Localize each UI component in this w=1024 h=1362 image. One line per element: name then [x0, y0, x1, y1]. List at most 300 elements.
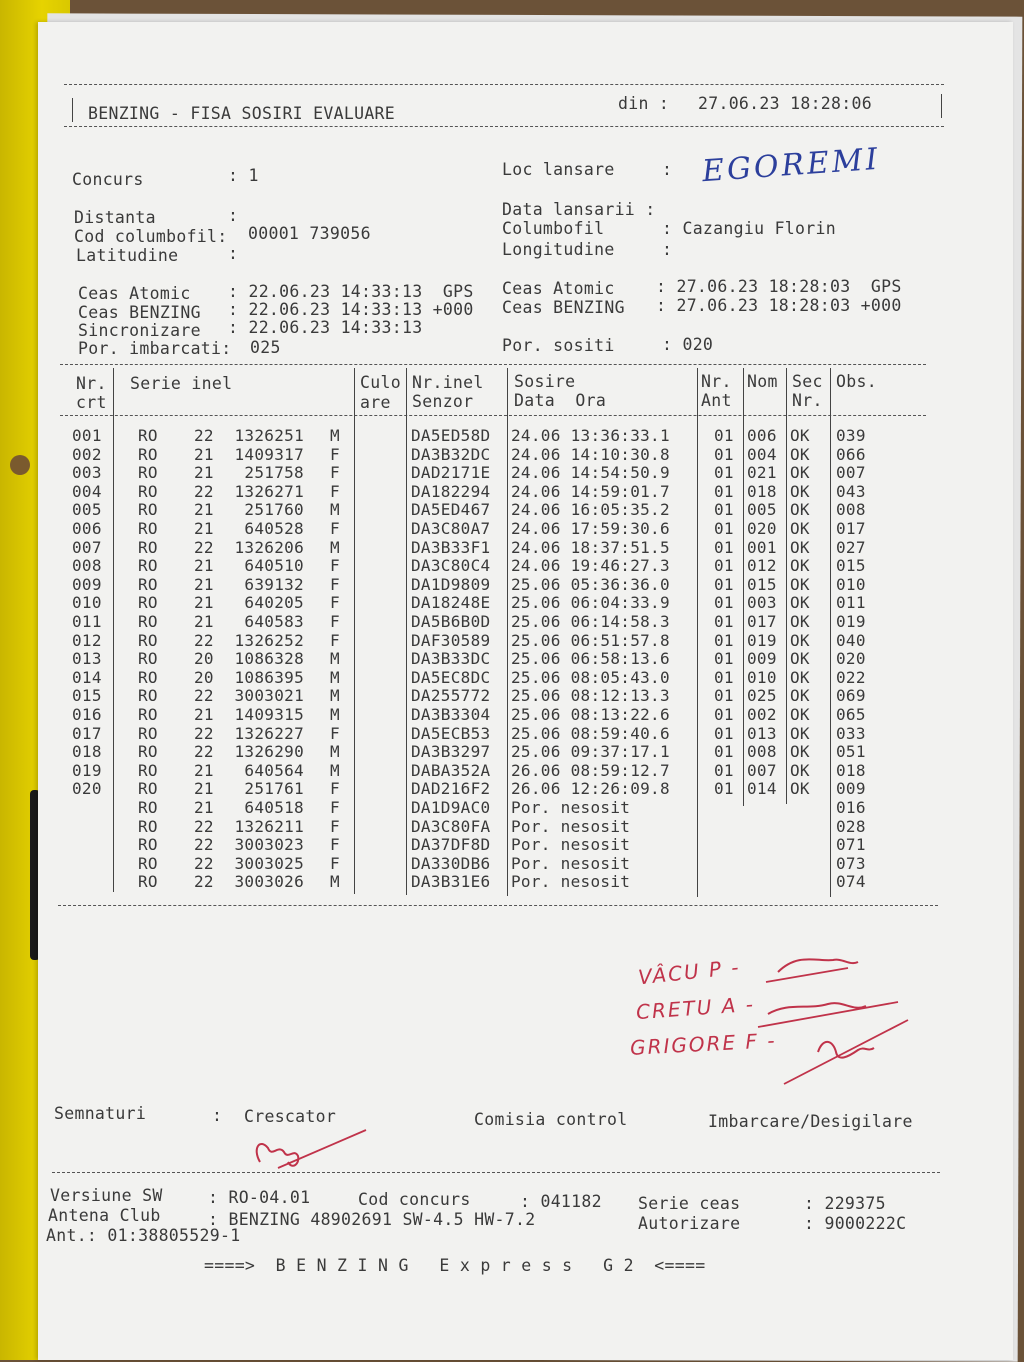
cell-senzor: DA182294 [411, 481, 491, 501]
cell-sex: F [330, 798, 340, 817]
cell-ring: 3003023 [234, 835, 304, 855]
cell-country: RO [138, 593, 158, 613]
cell-sec: OK [790, 630, 810, 650]
cell-sex: F [330, 556, 340, 576]
ceas-atomic-start-label: Ceas Atomic [78, 284, 191, 303]
header-right-bar [941, 94, 942, 118]
cell-sosire: 26.06 12:26:09.8 [511, 779, 670, 799]
cell-ant: 01 [714, 742, 734, 762]
cell-sec: OK [790, 574, 810, 594]
cell-nr: 003 [72, 463, 102, 483]
cell-nr: 008 [72, 556, 102, 576]
cell-country: RO [138, 853, 158, 873]
autorizare-label: Autorizare [638, 1214, 741, 1233]
cell-sosire: 24.06 14:10:30.8 [511, 444, 670, 464]
cell-sex: F [330, 779, 340, 799]
handwritten-release-location: EGOREMI [700, 141, 882, 190]
cell-ant: 01 [714, 426, 734, 445]
cell-country: RO [138, 500, 158, 520]
cell-nr: 001 [72, 426, 102, 445]
cell-sec: OK [790, 481, 810, 501]
cell-ant: 01 [714, 723, 734, 743]
cell-year: 21 [194, 444, 214, 464]
cell-ant: 01 [714, 519, 734, 538]
cell-sosire: Por. nesosit [511, 798, 631, 817]
cell-senzor: DA5EC8DC [411, 667, 491, 687]
cell-ant: 01 [714, 463, 734, 483]
table-row [38, 445, 938, 463]
cell-obs: 020 [836, 649, 866, 669]
cell-nom: 005 [747, 500, 777, 520]
cell-nom: 002 [747, 705, 777, 724]
crescator-label: Crescator [244, 1107, 337, 1126]
cell-year: 21 [194, 593, 214, 613]
cell-ring: 1326206 [234, 537, 304, 557]
cell-sosire: 26.06 08:59:12.7 [511, 760, 670, 780]
cell-obs: 065 [836, 705, 866, 724]
cell-obs: 022 [836, 667, 866, 687]
cell-country: RO [138, 686, 158, 706]
table-row [38, 872, 938, 890]
cell-sec: OK [790, 519, 810, 538]
cell-sec: OK [790, 537, 810, 557]
th-culoare-2: are [360, 393, 391, 412]
cell-nom: 008 [747, 742, 777, 762]
table-row [38, 631, 938, 649]
cell-sosire: Por. nesosit [511, 872, 631, 892]
cell-nr: 009 [72, 574, 102, 594]
serie-ceas-label: Serie ceas [638, 1194, 741, 1213]
th-nrinel: Nr.inel [412, 373, 484, 392]
latitudine-colon: : [228, 244, 239, 263]
table-row [38, 593, 938, 611]
cell-nr: 006 [72, 519, 102, 538]
cell-ring: 1326290 [234, 742, 304, 762]
cell-year: 21 [194, 798, 214, 817]
cell-sec: OK [790, 723, 810, 743]
cod-concurs-value: : 041182 [520, 1192, 602, 1211]
cell-nom: 013 [747, 723, 777, 743]
th-senzor: Senzor [412, 392, 474, 411]
table-header-rule [60, 415, 926, 416]
ceas-atomic-end-label: Ceas Atomic [502, 279, 615, 298]
cell-country: RO [138, 556, 158, 576]
table-row [38, 835, 938, 853]
cell-country: RO [138, 426, 158, 445]
cell-sex: M [330, 872, 340, 892]
cell-obs: 010 [836, 574, 866, 594]
cell-sex: F [330, 612, 340, 631]
th-serie-inel: Serie inel [130, 374, 233, 393]
cell-ant: 01 [714, 612, 734, 631]
cell-ring: 1326252 [234, 630, 304, 650]
cell-year: 22 [194, 853, 214, 873]
cod-concurs-label: Cod concurs [358, 1190, 471, 1209]
cell-sex: M [330, 667, 340, 687]
cell-country: RO [138, 574, 158, 594]
antena-club-value: : BENZING 48902691 SW-4.5 HW-7.2 [208, 1210, 536, 1229]
por-imbarcati-label: Por. imbarcati: [78, 339, 232, 358]
cell-ant: 01 [714, 500, 734, 520]
cell-obs: 027 [836, 537, 866, 557]
versiune-sw-label: Versiune SW [50, 1186, 163, 1205]
cell-nr: 019 [72, 760, 102, 780]
header-left-bar [72, 98, 73, 122]
cell-sec: OK [790, 612, 810, 631]
cell-year: 22 [194, 686, 214, 706]
cell-sosire: 25.06 05:36:36.0 [511, 574, 670, 594]
cell-country: RO [138, 760, 158, 780]
cell-senzor: DAD216F2 [411, 779, 491, 799]
cell-year: 21 [194, 556, 214, 576]
columbofil-label: Columbofil [502, 219, 605, 238]
cell-obs: 008 [836, 500, 866, 520]
th-sosire: Sosire [514, 372, 576, 391]
cell-nom: 001 [747, 537, 777, 557]
ceas-atomic-start-value: : 22.06.23 14:33:13 GPS [228, 282, 474, 301]
table-row [38, 463, 938, 481]
cell-nom: 010 [747, 667, 777, 687]
cell-country: RO [138, 872, 158, 892]
cell-year: 22 [194, 723, 214, 743]
cell-ant: 01 [714, 779, 734, 799]
handwritten-name-2: CRETU A - [635, 991, 756, 1025]
th-nr: Nr. [76, 374, 107, 393]
concurs-label: Concurs [72, 170, 144, 189]
cell-year: 22 [194, 481, 214, 501]
por-sositi-value: : 020 [662, 335, 714, 354]
table-row [38, 556, 938, 574]
cell-country: RO [138, 649, 158, 669]
table-row [38, 686, 938, 704]
cell-obs: 051 [836, 742, 866, 762]
cell-country: RO [138, 667, 158, 687]
cell-sosire: 24.06 19:46:27.3 [511, 556, 670, 576]
cell-senzor: DAF30589 [411, 630, 491, 650]
columbofil-value: : Cazangiu Florin [662, 219, 836, 238]
distanta-label: Distanta [74, 208, 156, 227]
cell-sec: OK [790, 593, 810, 613]
cell-ring: 1086328 [234, 649, 304, 669]
cell-sec: OK [790, 686, 810, 706]
cell-ant: 01 [714, 760, 734, 780]
cell-sec: OK [790, 444, 810, 464]
th-nom: Nom [747, 372, 778, 391]
cell-country: RO [138, 723, 158, 743]
cell-nr: 010 [72, 593, 102, 613]
th-sec: Sec [792, 372, 823, 391]
cell-nr: 020 [72, 779, 102, 799]
cell-ring: 1326271 [234, 481, 304, 501]
cell-year: 22 [194, 426, 214, 445]
data-lansarii-label: Data lansarii : [502, 200, 656, 219]
cell-senzor: DA1D9809 [411, 574, 491, 594]
table-row [38, 761, 938, 779]
th-sec-nr: Nr. [792, 391, 823, 410]
cell-ant: 01 [714, 481, 734, 501]
cell-sosire: 25.06 06:14:58.3 [511, 612, 670, 631]
cell-country: RO [138, 816, 158, 836]
cell-year: 22 [194, 835, 214, 855]
cell-country: RO [138, 798, 158, 817]
cell-senzor: DA255772 [411, 686, 491, 706]
cell-ring: 640518 [244, 798, 304, 817]
longitudine-label: Longitudine [502, 240, 615, 259]
cell-sex: M [330, 500, 340, 520]
cell-senzor: DAD2171E [411, 463, 491, 483]
table-row [38, 519, 938, 537]
cell-sosire: 24.06 17:59:30.6 [511, 519, 670, 538]
table-row [38, 854, 938, 872]
table-row [38, 668, 938, 686]
cell-sosire: 25.06 08:05:43.0 [511, 667, 670, 687]
cell-senzor: DA3C80C4 [411, 556, 491, 576]
autorizare-value: : 9000222C [804, 1214, 907, 1233]
cell-ring: 3003026 [234, 872, 304, 892]
cell-obs: 066 [836, 444, 866, 464]
cell-sex: F [330, 816, 340, 836]
table-row [38, 426, 938, 444]
cell-year: 21 [194, 779, 214, 799]
cell-sec: OK [790, 426, 810, 445]
ceas-atomic-end-value: : 27.06.23 18:28:03 GPS [656, 277, 902, 296]
cell-country: RO [138, 463, 158, 483]
antena-club-label: Antena Club [48, 1206, 161, 1225]
cell-senzor: DA3C80A7 [411, 519, 491, 538]
cell-sex: F [330, 853, 340, 873]
cell-sex: M [330, 537, 340, 557]
cell-year: 20 [194, 667, 214, 687]
cell-ring: 1086395 [234, 667, 304, 687]
cell-sec: OK [790, 779, 810, 799]
cell-sec: OK [790, 556, 810, 576]
antenna-id: Ant.: 01:38805529-1 [46, 1226, 241, 1245]
handwritten-name-3: GRIGORE F - [629, 1028, 778, 1060]
cell-sex: F [330, 630, 340, 650]
cell-country: RO [138, 537, 158, 557]
cell-ring: 640583 [244, 612, 304, 631]
concurs-value: : 1 [228, 166, 259, 185]
table-row [38, 612, 938, 630]
cell-ring: 640510 [244, 556, 304, 576]
cell-obs: 039 [836, 426, 866, 445]
cell-ant: 01 [714, 537, 734, 557]
cell-obs: 009 [836, 779, 866, 799]
cell-sosire: 24.06 13:36:33.1 [511, 426, 670, 445]
folder-punch-hole [10, 455, 30, 475]
cell-year: 21 [194, 705, 214, 724]
cell-obs: 007 [836, 463, 866, 483]
cell-sosire: 25.06 09:37:17.1 [511, 742, 670, 762]
print-date-value: 27.06.23 18:28:06 [698, 94, 872, 113]
cell-year: 21 [194, 500, 214, 520]
cell-sosire: 25.06 06:04:33.9 [511, 593, 670, 613]
ceas-benzing-end-label: Ceas BENZING [502, 298, 625, 317]
cell-senzor: DA3C80FA [411, 816, 491, 836]
cell-senzor: DA18248E [411, 593, 491, 613]
cell-sosire: 25.06 08:59:40.6 [511, 723, 670, 743]
cell-ring: 640564 [244, 760, 304, 780]
cell-sex: M [330, 686, 340, 706]
sincronizare-value: : 22.06.23 14:33:13 [228, 318, 423, 337]
imbarcare-desigilare-label: Imbarcare/Desigilare [708, 1112, 913, 1131]
table-row [38, 482, 938, 500]
latitudine-label: Latitudine [76, 246, 179, 265]
cell-senzor: DA3B31E6 [411, 872, 491, 892]
cell-sex: M [330, 705, 340, 724]
cell-ring: 251760 [244, 500, 304, 520]
cell-ant: 01 [714, 705, 734, 724]
table-top-rule [60, 364, 926, 365]
table-row [38, 500, 938, 518]
cell-nom: 009 [747, 649, 777, 669]
table-row [38, 817, 938, 835]
cell-ant: 01 [714, 686, 734, 706]
th-nr-ant: Nr. [701, 372, 732, 391]
footer-rule [52, 1172, 940, 1173]
por-sositi-label: Por. sositi [502, 336, 615, 355]
cell-sosire: 24.06 18:37:51.5 [511, 537, 670, 557]
cell-sex: F [330, 519, 340, 538]
cell-ant: 01 [714, 649, 734, 669]
cell-nr: 015 [72, 686, 102, 706]
cell-obs: 019 [836, 612, 866, 631]
table-row [38, 742, 938, 760]
cell-nom: 006 [747, 426, 777, 445]
cell-year: 22 [194, 537, 214, 557]
cell-ring: 1326211 [234, 816, 304, 836]
cell-nr: 005 [72, 500, 102, 520]
cell-sec: OK [790, 500, 810, 520]
semnaturi-label: Semnaturi [54, 1104, 147, 1123]
cell-sosire: Por. nesosit [511, 853, 631, 873]
cell-country: RO [138, 444, 158, 464]
cell-year: 21 [194, 463, 214, 483]
cell-sex: F [330, 574, 340, 594]
cell-sex: M [330, 760, 340, 780]
cell-nr: 002 [72, 444, 102, 464]
cell-senzor: DA5ED58D [411, 426, 491, 445]
cell-obs: 069 [836, 686, 866, 706]
cell-obs: 074 [836, 872, 866, 892]
cell-sex: F [330, 723, 340, 743]
cell-ring: 639132 [244, 574, 304, 594]
cod-columbofil-label: Cod columbofil: [74, 227, 228, 246]
cell-year: 22 [194, 872, 214, 892]
arrival-sheet [38, 22, 1013, 1360]
cell-sec: OK [790, 760, 810, 780]
cell-obs: 015 [836, 556, 866, 576]
cell-ring: 1326251 [234, 426, 304, 445]
cell-sosire: 24.06 14:59:01.7 [511, 481, 670, 501]
cell-year: 21 [194, 574, 214, 594]
cell-country: RO [138, 835, 158, 855]
cell-senzor: DA5B6B0D [411, 612, 491, 631]
cell-sex: F [330, 444, 340, 464]
cell-ring: 1409315 [234, 705, 304, 724]
cell-sec: OK [790, 667, 810, 687]
table-row [38, 779, 938, 797]
cell-nom: 019 [747, 630, 777, 650]
handwritten-name-1: VÂCU P - [637, 954, 742, 990]
cell-ant: 01 [714, 667, 734, 687]
ceas-benzing-start-label: Ceas BENZING [78, 303, 201, 322]
cell-year: 22 [194, 630, 214, 650]
cell-nom: 015 [747, 574, 777, 594]
cell-senzor: DA3B3304 [411, 705, 491, 724]
cell-year: 20 [194, 649, 214, 669]
cell-nr: 016 [72, 705, 102, 724]
cell-senzor: DA3B33DC [411, 649, 491, 669]
cell-ring: 1326227 [234, 723, 304, 743]
cell-sex: F [330, 835, 340, 855]
th-obs: Obs. [836, 372, 877, 391]
cod-columbofil-value: 00001 739056 [248, 224, 371, 243]
th-crt: crt [76, 393, 107, 412]
cell-sosire: Por. nesosit [511, 835, 631, 855]
cell-obs: 073 [836, 853, 866, 873]
cell-nr: 014 [72, 667, 102, 687]
cell-nom: 014 [747, 779, 777, 799]
th-culoare-1: Culo [360, 373, 401, 392]
sincronizare-label: Sincronizare [78, 321, 201, 340]
th-data-ora: Data Ora [514, 391, 607, 410]
ceas-benzing-start-value: : 22.06.23 14:33:13 +000 [228, 300, 474, 319]
print-date-label: din : [618, 94, 670, 113]
cell-nom: 017 [747, 612, 777, 631]
benzing-brand-line: ====> B E N Z I N G E x p r e s s G 2 <==== [204, 1256, 706, 1275]
cell-obs: 011 [836, 593, 866, 613]
cell-ring: 3003021 [234, 686, 304, 706]
cell-senzor: DA3B3297 [411, 742, 491, 762]
cell-sec: OK [790, 705, 810, 724]
cell-year: 21 [194, 519, 214, 538]
cell-sosire: 25.06 06:51:57.8 [511, 630, 670, 650]
cell-ant: 01 [714, 574, 734, 594]
comisia-control-label: Comisia control [474, 1110, 628, 1129]
por-imbarcati-value: 025 [250, 338, 281, 357]
cell-obs: 033 [836, 723, 866, 743]
cell-ring: 640205 [244, 593, 304, 613]
cell-senzor: DA37DF8D [411, 835, 491, 855]
cell-year: 21 [194, 760, 214, 780]
cell-obs: 018 [836, 760, 866, 780]
header-bottom-rule [64, 126, 944, 127]
cell-nr: 013 [72, 649, 102, 669]
table-row [38, 538, 938, 556]
cell-sex: M [330, 426, 340, 445]
cell-obs: 017 [836, 519, 866, 538]
header-top-rule [64, 84, 944, 85]
cell-obs: 016 [836, 798, 866, 817]
table-row [38, 724, 938, 742]
cell-ring: 1409317 [234, 444, 304, 464]
cell-nom: 025 [747, 686, 777, 706]
cell-ring: 640528 [244, 519, 304, 538]
cell-obs: 040 [836, 630, 866, 650]
cell-country: RO [138, 742, 158, 762]
cell-sex: M [330, 742, 340, 762]
cell-sosire: 24.06 14:54:50.9 [511, 463, 670, 483]
cell-sosire: Por. nesosit [511, 816, 631, 836]
cell-nr: 017 [72, 723, 102, 743]
cell-country: RO [138, 779, 158, 799]
cell-ant: 01 [714, 593, 734, 613]
cell-sosire: 25.06 08:13:22.6 [511, 705, 670, 724]
cell-nr: 007 [72, 537, 102, 557]
ceas-benzing-end-value: : 27.06.23 18:28:03 +000 [656, 296, 902, 315]
report-title: BENZING - FISA SOSIRI EVALUARE [88, 104, 396, 123]
